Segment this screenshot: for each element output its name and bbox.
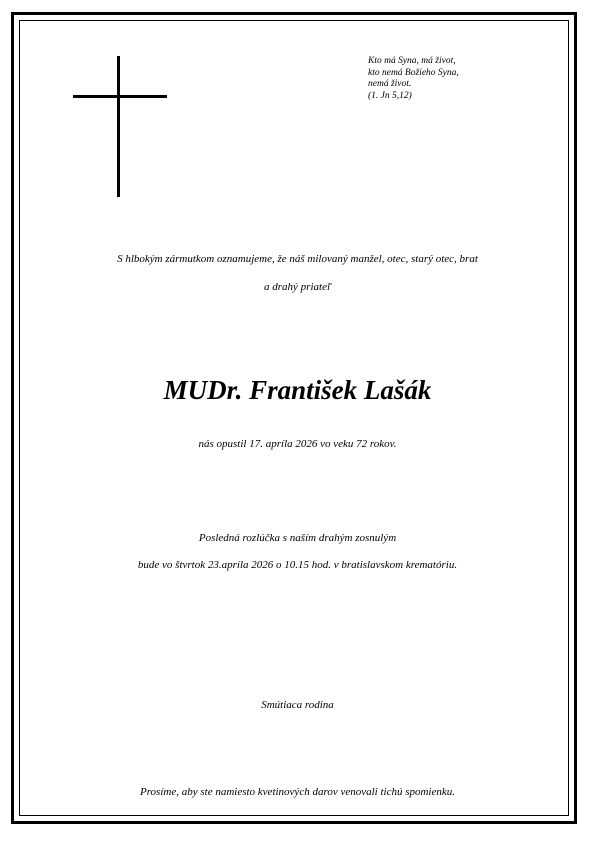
announcement-line-2: a drahý priateľ <box>264 281 331 293</box>
cross-horizontal-bar <box>73 95 167 98</box>
farewell-line-2: bude vo štvrtok 23.apríla 2026 o 10.15 hod. v bratislavskom krematóriu. <box>137 559 458 571</box>
farewell-line-1: Posledná rozlúčka s naším drahým zosnulým <box>198 532 397 544</box>
request-line: Prosíme, aby ste namiesto kvetinových darov venovali tichú spomienku. <box>139 786 456 798</box>
announcement-line-1: S hlbokým zármutkom oznamujeme, že náš milovaný manžel, otec, starý otec, brat <box>117 253 478 265</box>
quote-reference: (1. Jn 5,12) <box>368 90 412 101</box>
quote-line: nemá život. <box>368 79 412 89</box>
bible-quote <box>368 56 548 102</box>
death-notice: nás opustil 17. apríla 2026 vo veku 72 rokov. <box>198 438 397 450</box>
family-signature: Smútiaca rodina <box>261 699 334 711</box>
inner-border <box>19 20 569 816</box>
deceased-name: MUDr. František Lašák <box>163 375 432 405</box>
quote-line: Kto má Syna, má život, <box>368 56 456 66</box>
cross-vertical-bar <box>117 56 120 197</box>
quote-line: kto nemá Božieho Syna, <box>368 67 459 78</box>
